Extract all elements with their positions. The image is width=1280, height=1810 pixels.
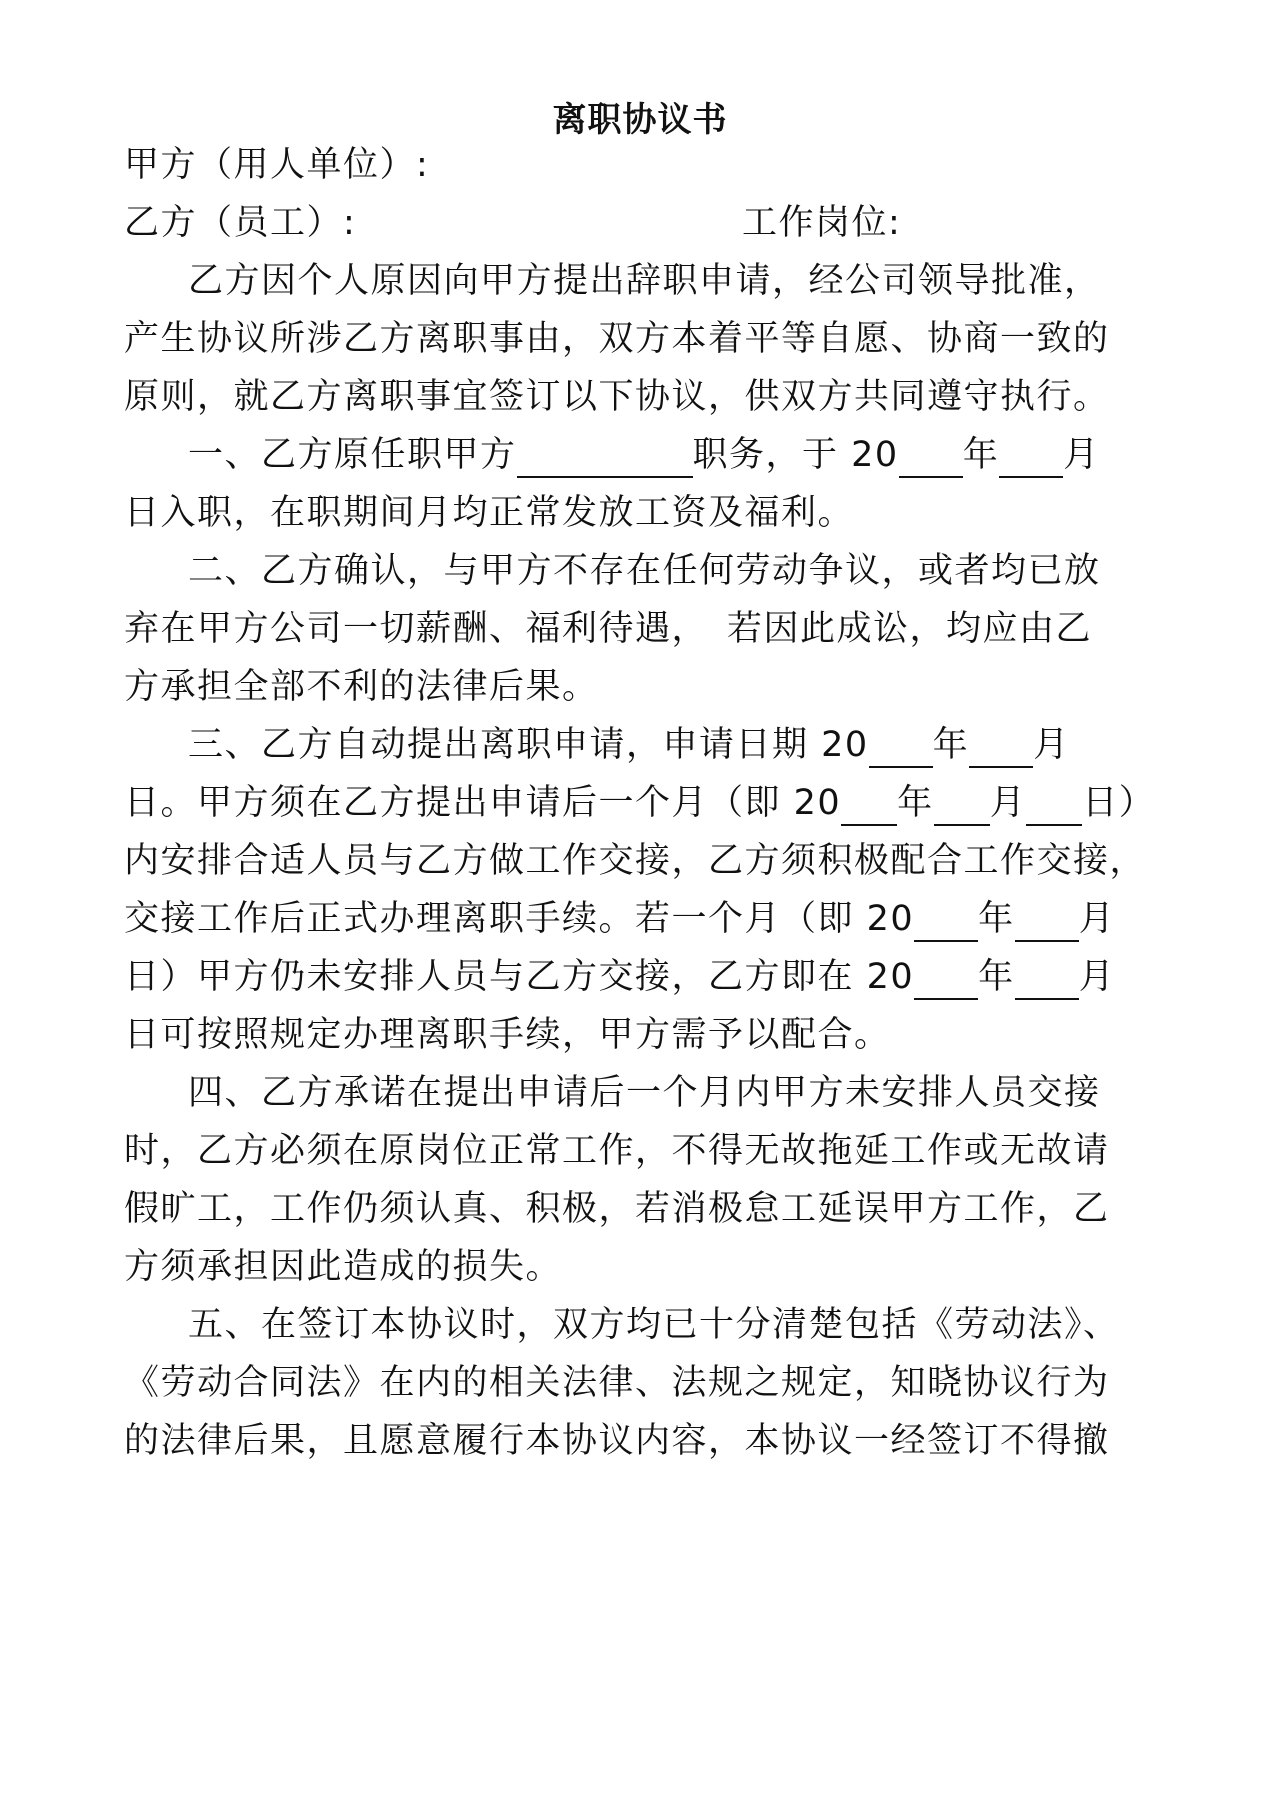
clause-2-line: 方承担全部不利的法律后果。 bbox=[124, 667, 599, 707]
intro-line: 乙方因个人原因向甲方提出辞职申请，经公司领导批准， bbox=[188, 261, 1101, 301]
year-label: 年 bbox=[897, 783, 934, 823]
day-label: 日） bbox=[1082, 783, 1156, 823]
month-blank[interactable] bbox=[1015, 904, 1079, 942]
position-label: 工作岗位: bbox=[742, 203, 902, 243]
month-label: 月 bbox=[1033, 725, 1070, 765]
clause-2-line: 弃在甲方公司一切薪酬、福利待遇， 若因此成讼，均应由乙 bbox=[124, 609, 1093, 649]
clause-4-line: 时，乙方必须在原岗位正常工作，不得无故拖延工作或无故请 bbox=[124, 1131, 1110, 1171]
clause-3-line bbox=[124, 780, 1155, 826]
clause-3-line bbox=[188, 722, 1070, 768]
month-blank[interactable] bbox=[999, 440, 1063, 478]
clause-3-text: 日）甲方仍未安排人员与乙方交接，乙方即在 20 bbox=[124, 957, 915, 997]
clause-3-line bbox=[124, 896, 1115, 942]
clause-3-text: 日。甲方须在乙方提出申请后一个月（即 20 bbox=[124, 783, 842, 823]
month-label: 月 bbox=[989, 783, 1027, 823]
month-label: 月 bbox=[1078, 899, 1116, 939]
clause-3-line bbox=[124, 954, 1115, 1000]
day-blank[interactable] bbox=[1026, 788, 1082, 826]
year-label: 年 bbox=[978, 899, 1015, 939]
party-b-label: 乙方（员工）: bbox=[124, 203, 357, 243]
intro-line: 原则，就乙方离职事宜签订以下协议，供双方共同遵守执行。 bbox=[124, 377, 1110, 417]
month-label: 月 bbox=[1078, 957, 1116, 997]
month-blank[interactable] bbox=[969, 730, 1033, 768]
year-blank[interactable] bbox=[914, 962, 978, 1000]
party-a-label: 甲方（用人单位）: bbox=[124, 145, 430, 185]
clause-3-text: 三、乙方自动提出离职申请，申请日期 20 bbox=[188, 725, 869, 765]
clause-1-line: 日入职，在职期间月均正常发放工资及福利。 bbox=[124, 493, 855, 533]
clause-1-text: 一、乙方原任职甲方 bbox=[188, 435, 517, 475]
clause-1-text: 职务，于 20 bbox=[692, 435, 899, 475]
year-blank[interactable] bbox=[899, 440, 963, 478]
clause-2-line: 二、乙方确认，与甲方不存在任何劳动争议，或者均已放 bbox=[188, 551, 1101, 591]
year-label: 年 bbox=[932, 725, 970, 765]
intro-line: 产生协议所涉乙方离职事由，双方本着平等自愿、协商一致的 bbox=[124, 319, 1110, 359]
year-blank[interactable] bbox=[841, 788, 897, 826]
clause-3-line: 日可按照规定办理离职手续，甲方需予以配合。 bbox=[124, 1015, 891, 1055]
year-label: 年 bbox=[962, 435, 1000, 475]
year-blank[interactable] bbox=[869, 730, 933, 768]
clause-5-line: 的法律后果，且愿意履行本协议内容，本协议一经签订不得撤 bbox=[124, 1421, 1110, 1461]
clause-4-line: 方须承担因此造成的损失。 bbox=[124, 1247, 563, 1287]
clause-4-line: 四、乙方承诺在提出申请后一个月内甲方未安排人员交接 bbox=[188, 1073, 1101, 1113]
month-blank[interactable] bbox=[934, 788, 990, 826]
position-blank[interactable] bbox=[517, 440, 693, 478]
clause-3-line: 内安排合适人员与乙方做工作交接，乙方须积极配合工作交接， bbox=[124, 841, 1147, 881]
year-label: 年 bbox=[978, 957, 1015, 997]
month-label: 月 bbox=[1063, 435, 1100, 475]
clause-5-line: 五、在签订本协议时，双方均已十分清楚包括《劳动法》、 bbox=[188, 1305, 1120, 1345]
month-blank[interactable] bbox=[1015, 962, 1079, 1000]
clause-1-line bbox=[188, 432, 1100, 478]
clause-4-line: 假旷工，工作仍须认真、积极，若消极怠工延误甲方工作，乙 bbox=[124, 1189, 1110, 1229]
clause-3-text: 交接工作后正式办理离职手续。若一个月（即 20 bbox=[124, 899, 915, 939]
year-blank[interactable] bbox=[914, 904, 978, 942]
document-title: 离职协议书 bbox=[552, 100, 728, 140]
clause-5-line: 《劳动合同法》在内的相关法律、法规之规定，知晓协议行为 bbox=[124, 1363, 1110, 1403]
